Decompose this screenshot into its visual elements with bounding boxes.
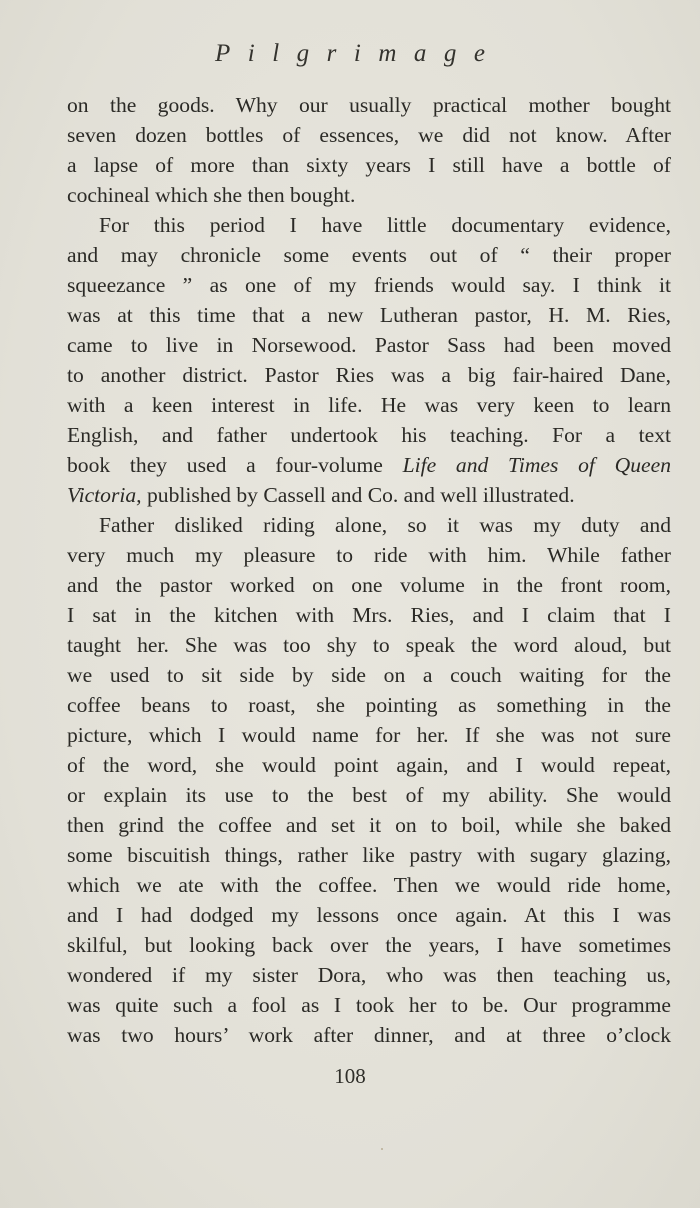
text-line — [67, 870, 671, 900]
text-line-text: seven dozen bottles of essences, we did not know. After — [67, 123, 671, 147]
text-line — [67, 630, 671, 660]
text-line-text: English, and father undertook his teaching. For a text — [67, 423, 671, 447]
text-line — [67, 840, 671, 870]
text-line-text: very much my pleasure to ride with him. While father — [67, 543, 671, 567]
text-line-text: and the pastor worked on one volume in the front room, — [67, 573, 671, 597]
text-line — [67, 150, 671, 180]
text-line — [67, 540, 671, 570]
text-line — [67, 960, 671, 990]
text-line — [67, 300, 671, 330]
text-line — [67, 450, 671, 480]
text-line — [67, 330, 671, 360]
text-line-text: on the goods. Why our usually practical mother bought — [67, 93, 671, 117]
text-line-text: cochineal which she then bought. — [67, 183, 356, 207]
text-line-text: was two hours’ work after dinner, and at three o’clock — [67, 1023, 671, 1047]
text-line — [67, 210, 671, 240]
text-line-text: then grind the coffee and set it on to boil, while she baked — [67, 813, 671, 837]
book-title-italic: Victoria, — [67, 483, 142, 507]
text-line — [67, 780, 671, 810]
body-text — [67, 90, 671, 1050]
text-line — [67, 120, 671, 150]
text-line-text: with a keen interest in life. He was very keen to learn — [67, 393, 671, 417]
text-line-text: and I had dodged my lessons once again. At this I was — [67, 903, 671, 927]
text-line — [67, 240, 671, 270]
text-line-text: to another district. Pastor Ries was a big fair-haired Dane, — [67, 363, 671, 387]
text-line — [67, 480, 671, 510]
text-line-text: of the word, she would point again, and I would repeat, — [67, 753, 671, 777]
text-line-text: For this period I have little documentary evidence, — [99, 213, 671, 237]
text-line-continuation: published by Cassell and Co. and well illustrated. — [141, 483, 575, 507]
text-line — [67, 570, 671, 600]
text-line-text: skilful, but looking back over the years, I have sometimes — [67, 933, 671, 957]
text-line-text: some biscuitish things, rather like pastry with sugary glazing, — [67, 843, 671, 867]
text-line-text: a lapse of more than sixty years I still have a bottle of — [67, 153, 671, 177]
text-line — [67, 750, 671, 780]
text-line-text: which we ate with the coffee. Then we would ride home, — [67, 873, 671, 897]
text-line-text: Father disliked riding alone, so it was my duty and — [99, 513, 671, 537]
text-line-text: book they used a four-volume — [67, 453, 403, 477]
text-line — [67, 690, 671, 720]
text-line — [67, 900, 671, 930]
text-line-text: I sat in the kitchen with Mrs. Ries, and I claim that I — [67, 603, 671, 627]
text-line — [67, 600, 671, 630]
text-line — [67, 180, 671, 210]
text-line-text: picture, which I would name for her. If she was not sure — [67, 723, 671, 747]
text-line-text: coffee beans to roast, she pointing as something in the — [67, 693, 671, 717]
text-line-text: was at this time that a new Lutheran pastor, H. M. Ries, — [67, 303, 671, 327]
text-line — [67, 720, 671, 750]
text-line — [67, 390, 671, 420]
text-line-text: came to live in Norsewood. Pastor Sass had been moved — [67, 333, 671, 357]
text-line — [67, 360, 671, 390]
text-line — [67, 510, 671, 540]
running-head: Pilgrimage — [215, 40, 503, 67]
text-line — [67, 810, 671, 840]
text-line-text: wondered if my sister Dora, who was then teaching us, — [67, 963, 671, 987]
text-line-text: was quite such a fool as I took her to be. Our programme — [67, 993, 671, 1017]
book-title-italic: Life and Times of Queen — [402, 453, 671, 477]
text-line-text: or explain its use to the best of my ability. She would — [67, 783, 671, 807]
text-line-text: we used to sit side by side on a couch waiting for the — [67, 663, 671, 687]
text-line — [67, 660, 671, 690]
text-line — [67, 1020, 671, 1050]
text-line — [67, 270, 671, 300]
text-line — [67, 990, 671, 1020]
text-line — [67, 930, 671, 960]
text-line-text: and may chronicle some events out of “ their proper — [67, 243, 671, 267]
text-line — [67, 420, 671, 450]
text-line-text: squeezance ” as one of my friends would say. I think it — [67, 273, 671, 297]
text-line-text: taught her. She was too shy to speak the word aloud, but — [67, 633, 671, 657]
page-number: 108 — [334, 1064, 366, 1088]
text-line — [67, 90, 671, 120]
paper-speck — [381, 1148, 383, 1150]
